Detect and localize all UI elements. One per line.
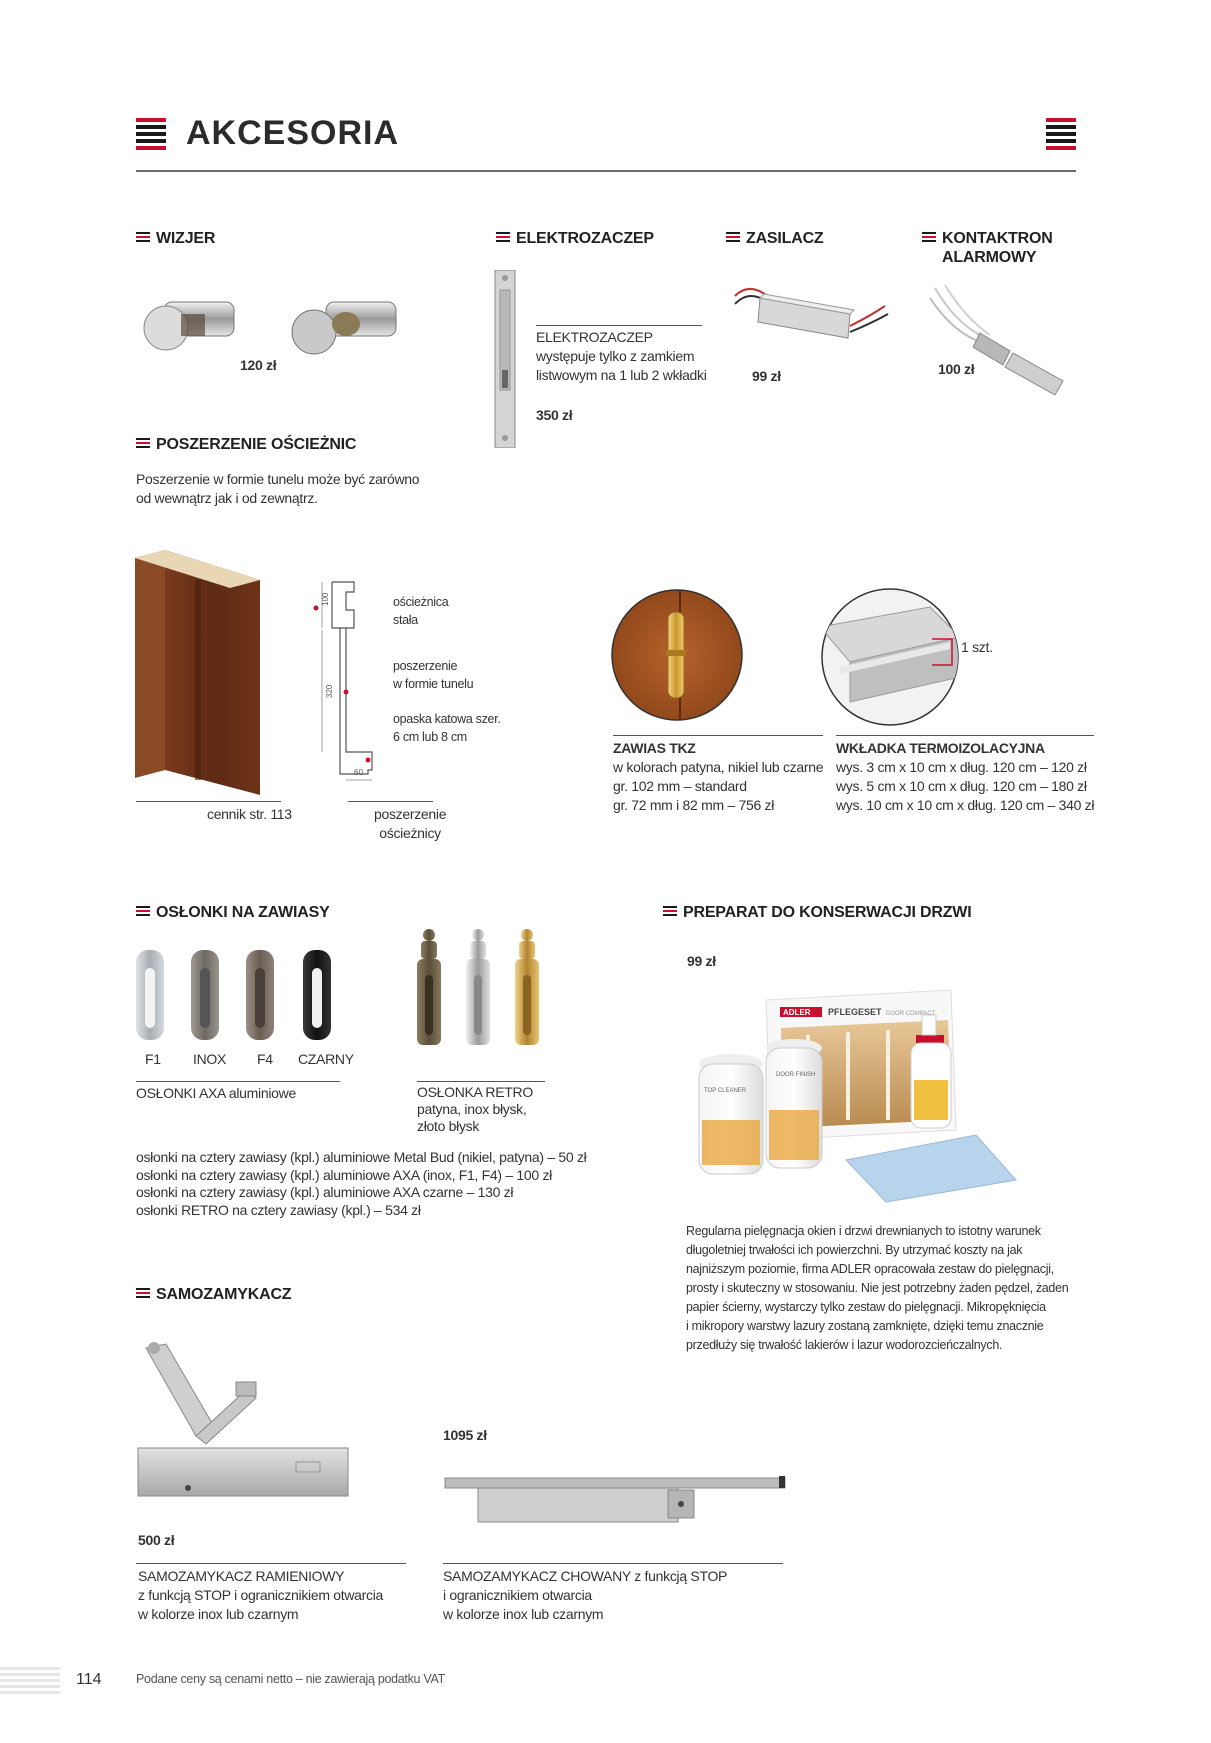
- oslonki-axa-rule: [136, 1081, 340, 1082]
- samozamykacz-chowany-image: [443, 1470, 788, 1530]
- wizjer-price: 120 zł: [240, 357, 277, 373]
- title-icon-right: [1046, 118, 1076, 150]
- poszerzenie-caption-rule-left: [136, 801, 281, 802]
- list-item: osłonki na cztery zawiasy (kpl.) aluminiowe AXA (inox, F1, F4) – 100 zł: [136, 1166, 552, 1183]
- preparat-desc: Regularna pielęgnacja okien i drzwi drewnianych to istotny warunek długoletniej trwałości ich powierzchni. By utrzymać koszty na jak najniższym poziomie, firma ADLER opracowała zestaw do pielęgnacji, prosty i skuteczny w stosowaniu. Nie jest potrzebny żaden pędzel, żaden papier ścierny, wystarczy tylko zestaw do pielęgnacji. Mikropęknięcia i mikropory warstwy lazury zostaną zamknięte, dzięki temu znacznie przedłuży się trwałość lakierów i lazur wodorozcieńczalnych.: [686, 1224, 1069, 1352]
- samozamykacz-chowany-rule: [443, 1563, 783, 1564]
- samozamykacz-ramieniowy-image: [136, 1340, 356, 1500]
- preparat-bottle-label-2: DOOR FINISH: [776, 1072, 816, 1078]
- kontaktron-image: [925, 283, 1075, 398]
- samozamykacz-chowany-price: 1095 zł: [443, 1427, 487, 1443]
- poszerzenie-image: [135, 550, 275, 795]
- section-heading-preparat: PREPARAT DO KONSERWACJI DRZWI: [663, 903, 971, 922]
- oslonki-label-czarny: CZARNY: [298, 1051, 354, 1067]
- oslonki-axa-caption: OSŁONKI AXA aluminiowe: [136, 1085, 296, 1101]
- samozamykacz-ramieniowy-desc: SAMOZAMYKACZ RAMIENIOWY z funkcją STOP i ogranicznikiem otwarcia w kolorze inox lub czarnym: [138, 1568, 384, 1622]
- preparat-box-title-sub: DOOR COMPACT: [886, 1011, 936, 1017]
- flag-icon: [726, 232, 740, 244]
- oslonki-retro-image: [412, 925, 547, 1050]
- section-heading-samozamykacz: SAMOZAMYKACZ: [136, 1285, 291, 1304]
- zawias-rule: [613, 735, 823, 736]
- elektrozaczep-price: 350 zł: [536, 407, 573, 423]
- oslonki-axa-image: [136, 948, 341, 1043]
- zawias-desc: ZAWIAS TKZ w kolorach patyna, nikiel lub czarne gr. 102 mm – standard gr. 72 mm i 82 mm – 756 zł: [613, 740, 824, 813]
- wizjer-image: [136, 290, 406, 360]
- diagram-label-tunel: poszerzenie w formie tunelu: [393, 659, 474, 691]
- list-item: osłonki na cztery zawiasy (kpl.) aluminiowe AXA czarne – 130 zł: [136, 1184, 514, 1200]
- preparat-box-title-main: PFLEGESET: [828, 1007, 882, 1017]
- preparat-price: 99 zł: [687, 953, 716, 969]
- flag-icon: [663, 906, 677, 918]
- samozamykacz-ramieniowy-rule: [136, 1563, 406, 1564]
- flag-icon: [136, 1288, 150, 1300]
- zasilacz-price: 99 zł: [752, 368, 781, 384]
- preparat-bottle-label-1: TOP CLEANER: [704, 1088, 747, 1094]
- oslonki-price-list: [136, 1149, 586, 1219]
- section-heading-oslonki: OSŁONKI NA ZAWIASY: [136, 903, 330, 922]
- section-heading-zasilacz: ZASILACZ: [726, 229, 824, 248]
- oslonki-label-inox: INOX: [193, 1051, 227, 1067]
- zasilacz-image: [730, 276, 890, 356]
- elektrozaczep-image: [490, 270, 520, 448]
- diagram-dim-60: 60: [354, 768, 363, 777]
- page-number: 114: [76, 1671, 102, 1688]
- elektrozaczep-rule: [536, 325, 702, 326]
- diagram-label-opaska: opaska katowa szer. 6 cm lub 8 cm: [393, 712, 501, 744]
- poszerzenie-caption-right: poszerzenie ościeżnicy: [374, 806, 447, 841]
- zawias-image: [610, 588, 745, 723]
- flag-icon: [922, 232, 936, 244]
- wkladka-bracket: [930, 637, 955, 667]
- title-divider: [136, 170, 1076, 172]
- wkladka-desc: WKŁADKA TERMOIZOLACYJNA wys. 3 cm x 10 cm x dług. 120 cm – 120 zł wys. 5 cm x 10 cm x dług. 120 cm – 180 zł wys. 10 cm x 10 cm x dług. 120 cm – 340 zł: [836, 740, 1095, 813]
- preparat-box-title: [828, 1007, 935, 1017]
- preparat-image: [686, 980, 1081, 1205]
- poszerzenie-caption-left: cennik str. 113: [207, 806, 292, 822]
- preparat-box-brand: ADLER: [783, 1008, 811, 1017]
- poszerzenie-desc: Poszerzenie w formie tunelu może być zarówno od wewnątrz jak i od zewnątrz.: [136, 471, 420, 506]
- kontaktron-price: 100 zł: [938, 361, 975, 377]
- flag-icon: [136, 232, 150, 244]
- oslonki-retro-caption: OSŁONKA RETRO patyna, inox błysk, złoto błysk: [417, 1084, 533, 1134]
- elektrozaczep-desc: ELEKTROZACZEP występuje tylko z zamkiem listwowym na 1 lub 2 wkładki: [536, 329, 707, 383]
- section-heading-wizjer: WIZJER: [136, 229, 215, 248]
- flag-icon: [496, 232, 510, 244]
- poszerzenie-caption-rule-right: [348, 801, 433, 802]
- wkladka-rule: [836, 735, 1094, 736]
- footer-stripes: [0, 1667, 60, 1694]
- section-heading-elektrozaczep: ELEKTROZACZEP: [496, 229, 654, 248]
- oslonki-retro-rule: [417, 1081, 545, 1082]
- diagram-dim-100: 100: [321, 592, 330, 606]
- title-icon-left: [136, 118, 166, 150]
- diagram-dim-320: 320: [325, 684, 334, 698]
- wkladka-note: 1 szt.: [961, 639, 993, 655]
- section-heading-poszerzenie: POSZERZENIE OŚCIEŻNIC: [136, 435, 356, 454]
- list-item: osłonki na cztery zawiasy (kpl.) aluminiowe Metal Bud (nikiel, patyna) – 50 zł: [136, 1149, 587, 1165]
- page-title: AKCESORIA: [186, 114, 400, 152]
- flag-icon: [136, 438, 150, 450]
- samozamykacz-chowany-desc: SAMOZAMYKACZ CHOWANY z funkcją STOP i ogranicznikiem otwarcia w kolorze inox lub czarnym: [443, 1568, 728, 1622]
- oslonki-label-f4: F4: [257, 1051, 273, 1067]
- samozamykacz-ramieniowy-price: 500 zł: [138, 1532, 175, 1548]
- list-item: osłonki RETRO na cztery zawiasy (kpl.) – 534 zł: [136, 1201, 421, 1218]
- flag-icon: [136, 906, 150, 918]
- oslonki-label-f1: F1: [145, 1051, 161, 1067]
- diagram-label-oscieznica: ościeżnica stała: [393, 595, 449, 627]
- section-heading-kontaktron: KONTAKTRON ALARMOWY: [922, 229, 1053, 267]
- footer-note: Podane ceny są cenami netto – nie zawierają podatku VAT: [136, 1672, 445, 1686]
